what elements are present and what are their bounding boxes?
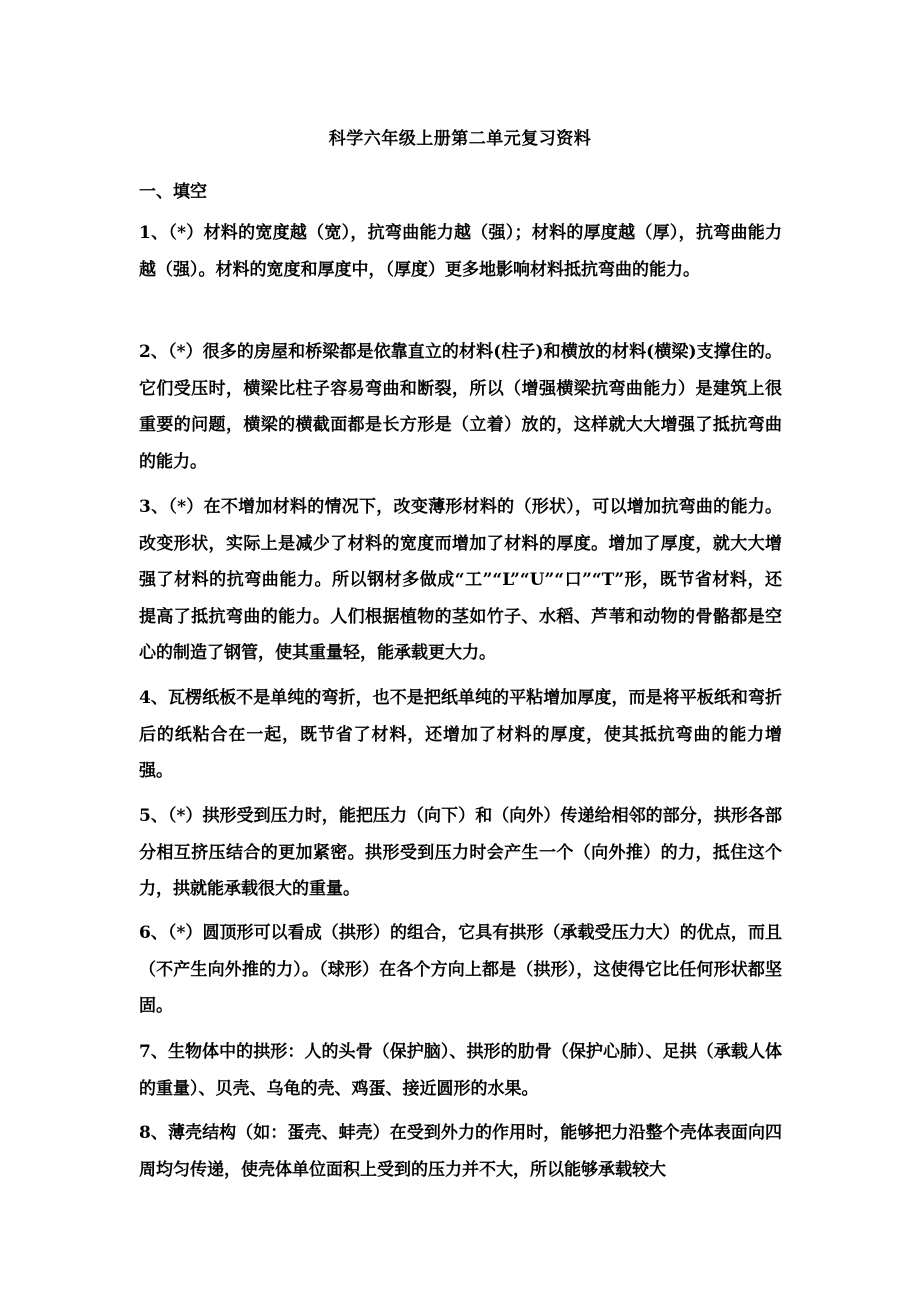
question-item-8: 8、薄壳结构（如：蛋壳、蚌壳）在受到外力的作用时，能够把力沿整个壳体表面向四周均匀传递，使壳体单位面积上受到的压力并不大，所以能够承载较大 xyxy=(139,1123,782,1180)
question-item-4: 4、瓦楞纸板不是单纯的弯折，也不是把纸单纯的平粘增加厚度，而是将平板纸和弯折后的纸粘合在一起，既节省了材料，还增加了材料的厚度，使其抵抗弯曲的能力增强。 xyxy=(139,688,782,781)
question-item-6: 6、（*）圆顶形可以看成（拱形）的组合，它具有拱形（承载受压力大）的优点，而且（不产生向外推的力）。（球形）在各个方向上都是（拱形），这使得它比任何形状都坚固。 xyxy=(139,923,782,1016)
document-title: 科学六年级上册第二单元复习资料 xyxy=(328,129,592,149)
question-item-7: 7、生物体中的拱形：人的头骨（保护脑）、拱形的肋骨（保护心肺）、足拱（承载人体的重量）、贝壳、乌龟的壳、鸡蛋、接近圆形的水果。 xyxy=(139,1042,782,1099)
question-item-3: 3、（*）在不增加材料的情况下，改变薄形材料的（形状），可以增加抗弯曲的能力。改变形状，实际上是减少了材料的宽度而增加了材料的厚度。增加了厚度，就大大增强了材料的抗弯曲能力。所以钢材多做成“工”“L”“U”“口”“T”形，既节省材料，还提高了抵抗弯曲的能力。人们根据植物的茎如竹子、水稻、芦苇和动物的骨骼都是空心的制造了钢管，使其重量轻，能承载更大力。 xyxy=(139,497,782,663)
question-item-5: 5、（*）拱形受到压力时，能把压力（向下）和（向外）传递给相邻的部分，拱形各部分相互挤压结合的更加紧密。拱形受到压力时会产生一个（向外推）的力，抵住这个力，拱就能承载很大的重量。 xyxy=(139,806,782,899)
section-heading: 一、填空 xyxy=(139,182,207,202)
question-item-1: 1、（*）材料的宽度越（宽），抗弯曲能力越（强）；材料的厚度越（厚），抗弯曲能力越（强）。材料的宽度和厚度中，（厚度）更多地影响材料抵抗弯曲的能力。 xyxy=(139,223,782,280)
question-item-2: 2、（*）很多的房屋和桥梁都是依靠直立的材料(柱子)和横放的材料(横梁)支撑住的。它们受压时，横梁比柱子容易弯曲和断裂，所以（增强横梁抗弯曲能力）是建筑上很重要的问题，横梁的横截面都是长方形是（立着）放的，这样就大大增强了抵抗弯曲的能力。 xyxy=(139,342,782,472)
